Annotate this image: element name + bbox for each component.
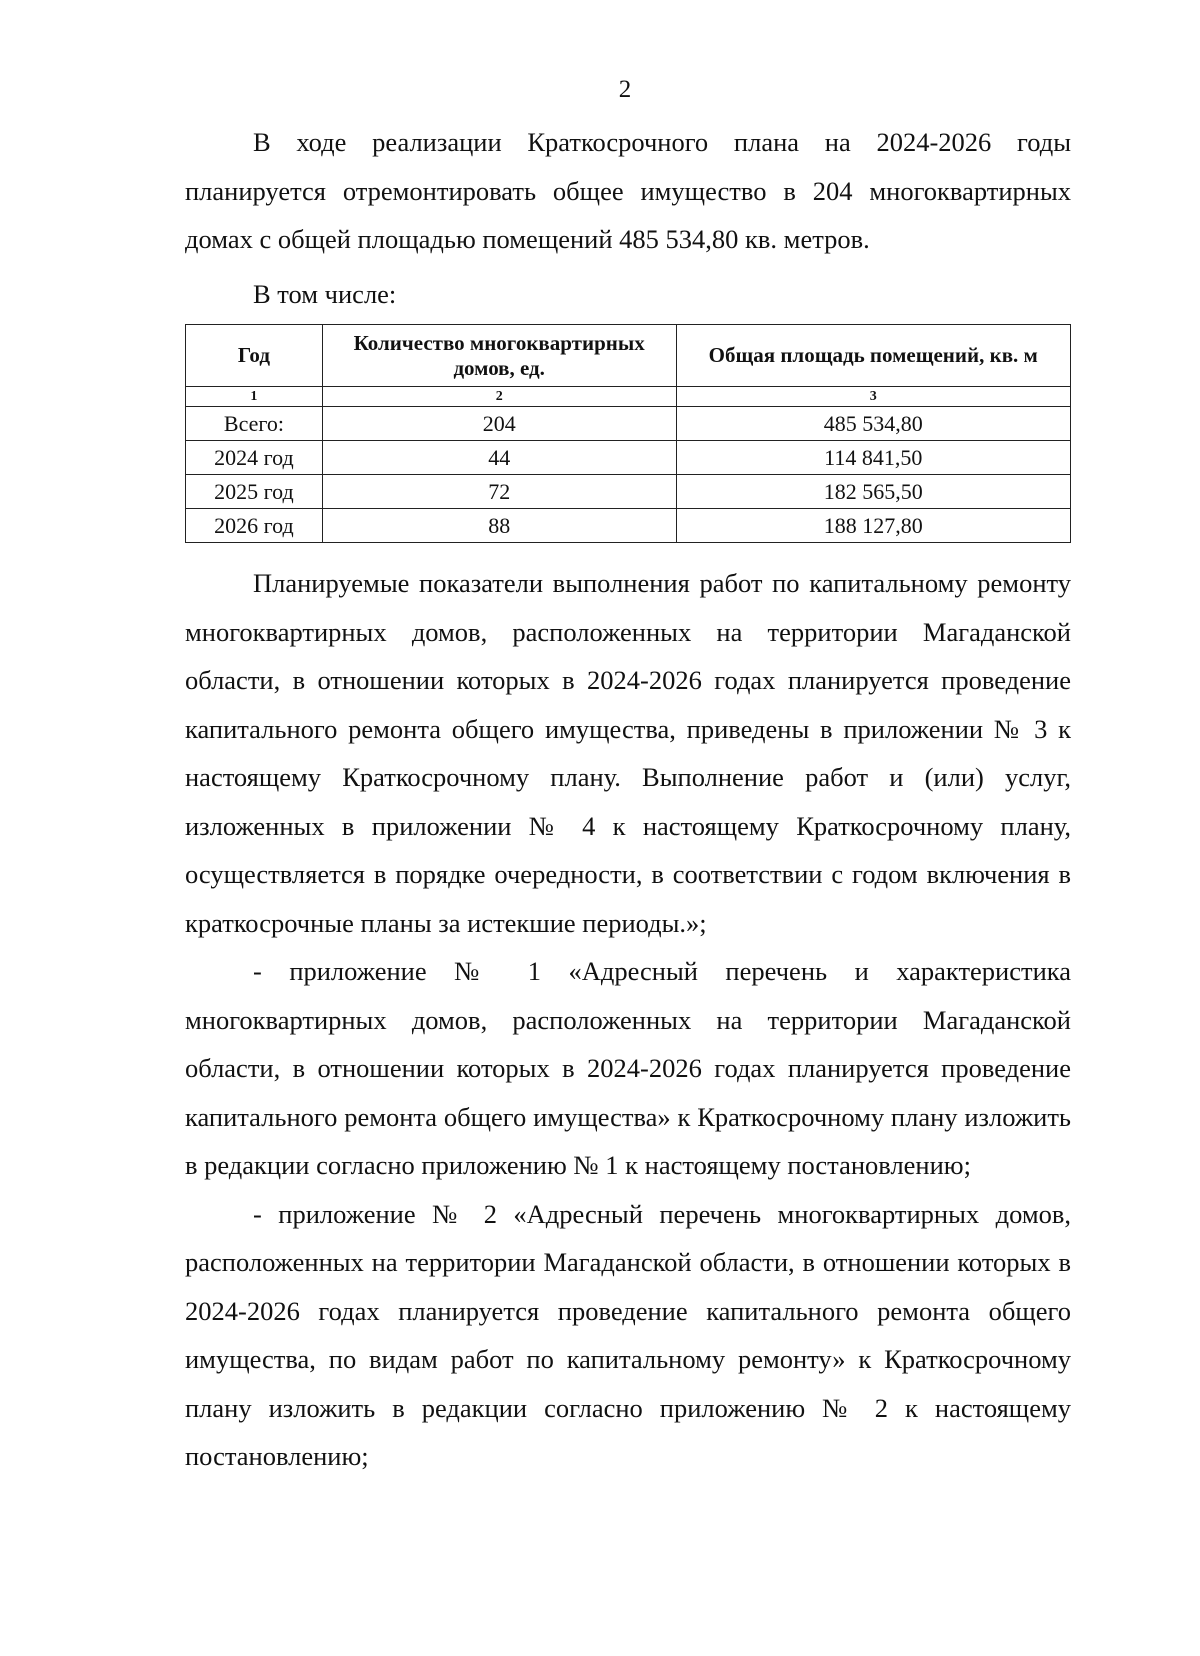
summary-table <box>185 324 1071 543</box>
page-number: 2 <box>618 76 632 103</box>
column-number-3: 3 <box>676 387 1070 407</box>
header-year: Год <box>186 325 323 387</box>
table-row <box>186 509 1071 543</box>
table-row <box>186 475 1071 509</box>
paragraph-in-total: В том числе: <box>253 278 397 309</box>
cell-total-area: 114 841,50 <box>676 441 1070 475</box>
cell-year: 2025 год <box>186 475 323 509</box>
cell-total-area: 485 534,80 <box>676 407 1070 441</box>
column-number-1: 1 <box>186 387 323 407</box>
header-house-count: Количество многоквартирных домов, ед. <box>322 325 676 387</box>
paragraph-indicators: Планируемые показатели выполнения работ по капитальному ремонту многоквартирных домов, расположенных на территории Магаданской области, в отношении которых в 2024-2026 годах планируется проведение капитального ремонта общего имущества, приведены в приложении № 3 к настоящему Краткосрочному плану. Выполнение работ и (или) услуг, изложенных в приложении № 4 к настоящему Краткосрочному плану, осуществляется в порядке очередности, в соответствии с годом включения в краткосрочные планы за истекшие периоды.»; <box>185 568 1071 938</box>
paragraph-appendix-2: - приложение № 2 «Адресный перечень многоквартирных домов, расположенных на территории Магаданской области, в отношении которых в 2024-2026 годах планируется проведение капитального ремонта общего имущества, по видам работ по капитальному ремонту» к Краткосрочному плану изложить в редакции согласно приложению № 2 к настоящему постановлению; <box>185 1198 1071 1471</box>
table-row <box>186 441 1071 475</box>
cell-house-count: 204 <box>322 407 676 441</box>
cell-total-area: 182 565,50 <box>676 475 1070 509</box>
cell-house-count: 72 <box>322 475 676 509</box>
document-body <box>185 118 1071 1481</box>
cell-year: 2024 год <box>186 441 323 475</box>
cell-total-area: 188 127,80 <box>676 509 1070 543</box>
header-total-area: Общая площадь помещений, кв. м <box>676 325 1070 387</box>
cell-year: 2026 год <box>186 509 323 543</box>
table-header-row <box>186 325 1071 387</box>
table-row <box>186 407 1071 441</box>
cell-house-count: 44 <box>322 441 676 475</box>
cell-year: Всего: <box>186 407 323 441</box>
cell-house-count: 88 <box>322 509 676 543</box>
paragraph-appendix-1: - приложение № 1 «Адресный перечень и характеристика многоквартирных домов, расположенных на территории Магаданской области, в отношении которых в 2024-2026 годах планируется проведение капитального ремонта общего имущества» к Краткосрочному плану изложить в редакции согласно приложению № 1 к настоящему постановлению; <box>185 956 1071 1180</box>
table-column-number-row <box>186 387 1071 407</box>
column-number-2: 2 <box>322 387 676 407</box>
paragraph-intro: В ходе реализации Краткосрочного плана на 2024-2026 годы планируется отремонтировать общее имущество в 204 многоквартирных домах с общей площадью помещений 485 534,80 кв. метров. <box>185 127 1071 254</box>
